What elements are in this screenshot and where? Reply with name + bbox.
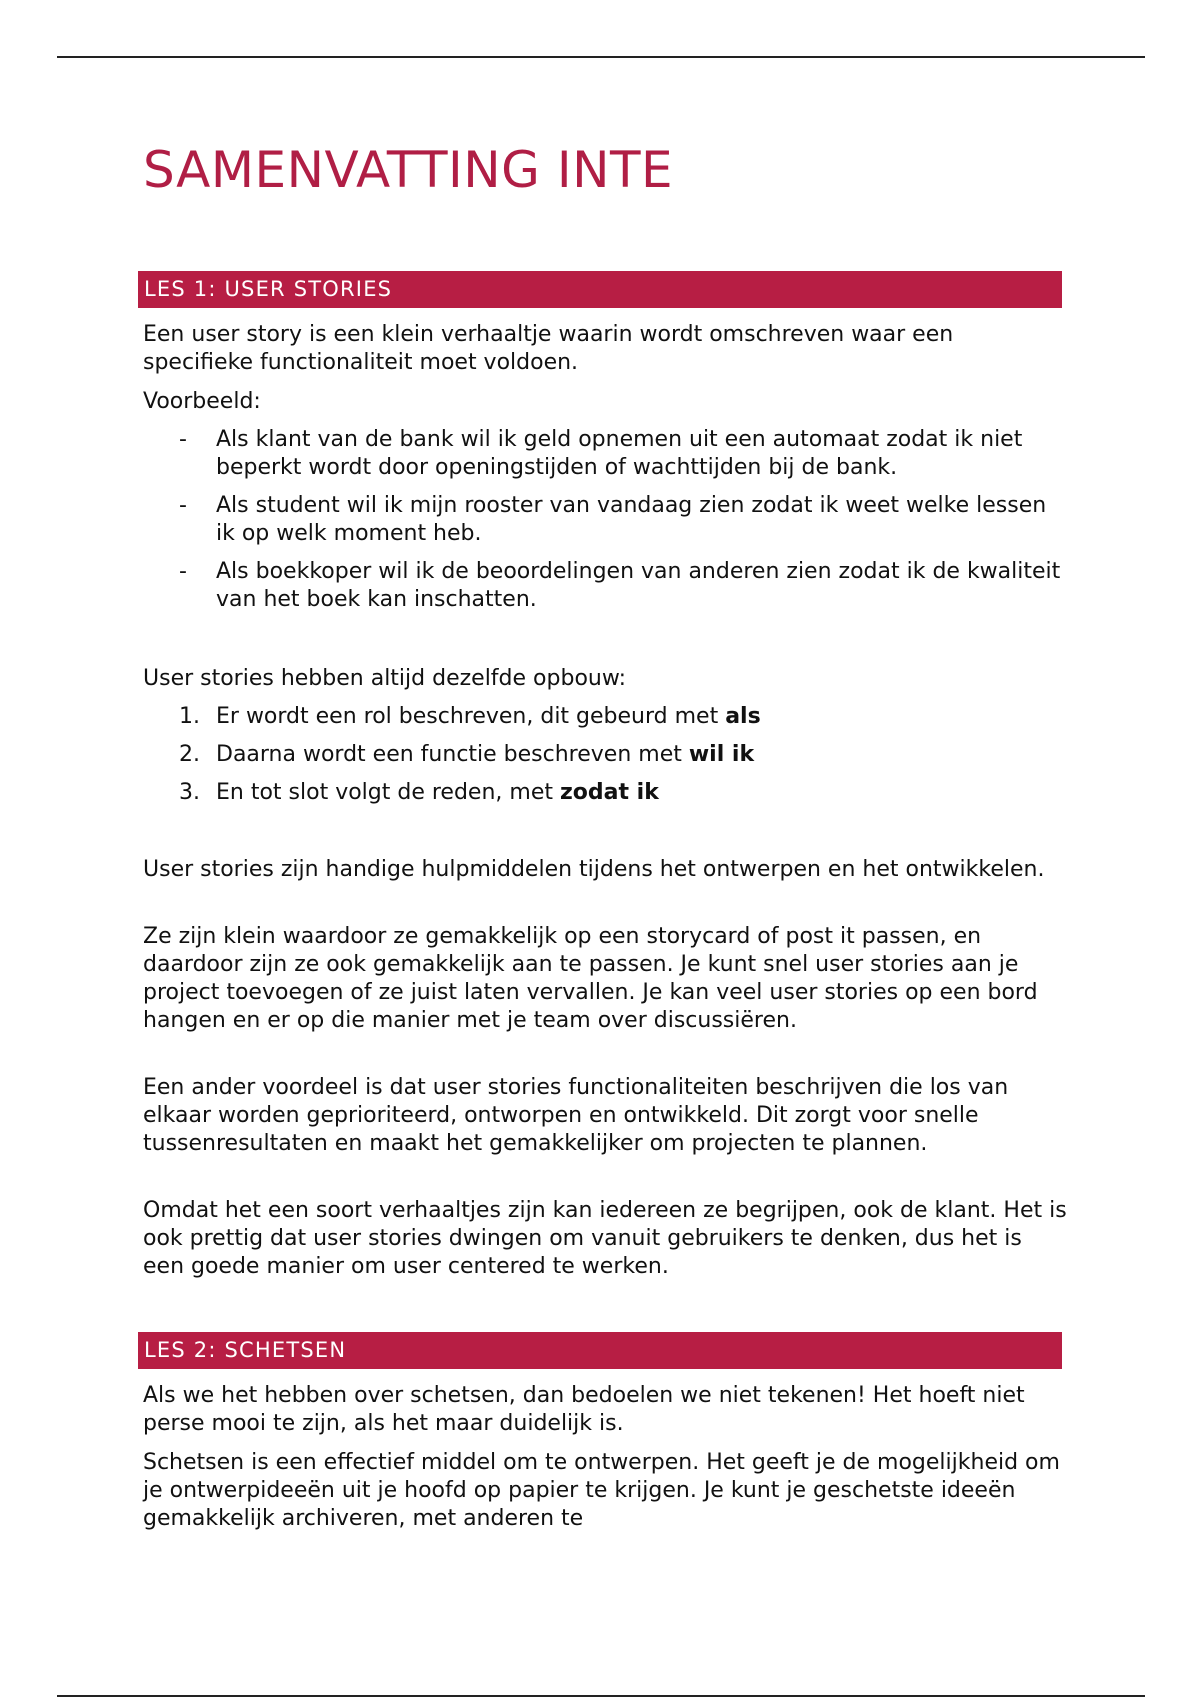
step-text: En tot slot volgt de reden, met	[216, 780, 560, 805]
example-text: Als klant van de bank wil ik geld opnemen uit een automaat zodat ik niet beperkt wordt door openingstijden of wachttijden bij de bank.	[216, 427, 1023, 480]
section-heading-schetsen: LES 2: SCHETSEN	[138, 1332, 1062, 1369]
example-text: Als student wil ik mijn rooster van vandaag zien zodat ik weet welke lessen ik op welk moment heb.	[216, 493, 1047, 546]
body-paragraph: Omdat het een soort verhaaltjes zijn kan iedereen ze begrijpen, ook de klant. Het is ook prettig dat user stories dwingen om vanuit gebruikers te denken, dus het is een goede manier om user centered te werken.	[143, 1198, 1067, 1279]
body-paragraph: Ze zijn klein waardoor ze gemakkelijk op een storycard of post it passen, en daardoor zijn ze ook gemakkelijk aan te passen. Je kunt snel user stories aan je project toevoegen of ze juist laten vervallen. Je kan veel user stories op een bord hangen en er op die manier met je team over discussiëren.	[143, 924, 1038, 1033]
step-keyword: wil ik	[688, 742, 755, 767]
body-paragraph: Schetsen is een effectief middel om te ontwerpen. Het geeft je de mogelijkheid om je ontwerpideeën uit je hoofd op papier te krijgen. Je kunt je geschetste ideeën gemakkelijk archiveren, met anderen te	[143, 1450, 1060, 1531]
example-text: Als boekkoper wil ik de beoordelingen van anderen zien zodat ik de kwaliteit van het boek kan inschatten.	[216, 559, 1061, 612]
step-number: 3.	[179, 780, 200, 805]
list-item	[143, 779, 1068, 807]
list-item	[143, 703, 1068, 731]
body-paragraph: User stories zijn handige hulpmiddelen tijdens het ontwerpen en het ontwikkelen.	[143, 857, 1045, 882]
list-item	[143, 741, 1068, 769]
list-item	[143, 492, 1068, 548]
bullet-marker: -	[179, 559, 187, 584]
body-paragraph: Een ander voordeel is dat user stories functionaliteiten beschrijven die los van elkaar worden geprioriteerd, ontworpen en ontwikkeld. Dit zorgt voor snelle tussenresultaten en maakt het gemakkelijker om projecten te plannen.	[143, 1075, 1009, 1156]
step-number: 2.	[179, 742, 200, 767]
document-title: SAMENVATTING INTE	[143, 141, 674, 199]
list-item	[143, 558, 1068, 614]
example-list	[143, 426, 1068, 614]
step-keyword: als	[725, 704, 761, 729]
structure-list	[143, 703, 1068, 807]
section-heading-user-stories: LES 1: USER STORIES	[138, 271, 1062, 308]
intro-paragraph: Een user story is een klein verhaaltje waarin wordt omschreven waar een specifieke functionaliteit moet voldoen.	[143, 322, 954, 375]
step-number: 1.	[179, 704, 200, 729]
example-label: Voorbeeld:	[143, 389, 261, 414]
step-text: Er wordt een rol beschreven, dit gebeurd met	[216, 704, 726, 729]
step-text: Daarna wordt een functie beschreven met	[216, 742, 689, 767]
list-item	[143, 426, 1068, 482]
header-rule	[57, 56, 1145, 58]
footer-rule	[57, 1695, 1145, 1697]
structure-label: User stories hebben altijd dezelfde opbouw:	[143, 666, 627, 691]
body-paragraph: Als we het hebben over schetsen, dan bedoelen we niet tekenen! Het hoeft niet perse mooi te zijn, als het maar duidelijk is.	[143, 1383, 1025, 1436]
step-keyword: zodat ik	[559, 780, 659, 805]
bullet-marker: -	[179, 427, 187, 452]
bullet-marker: -	[179, 493, 187, 518]
